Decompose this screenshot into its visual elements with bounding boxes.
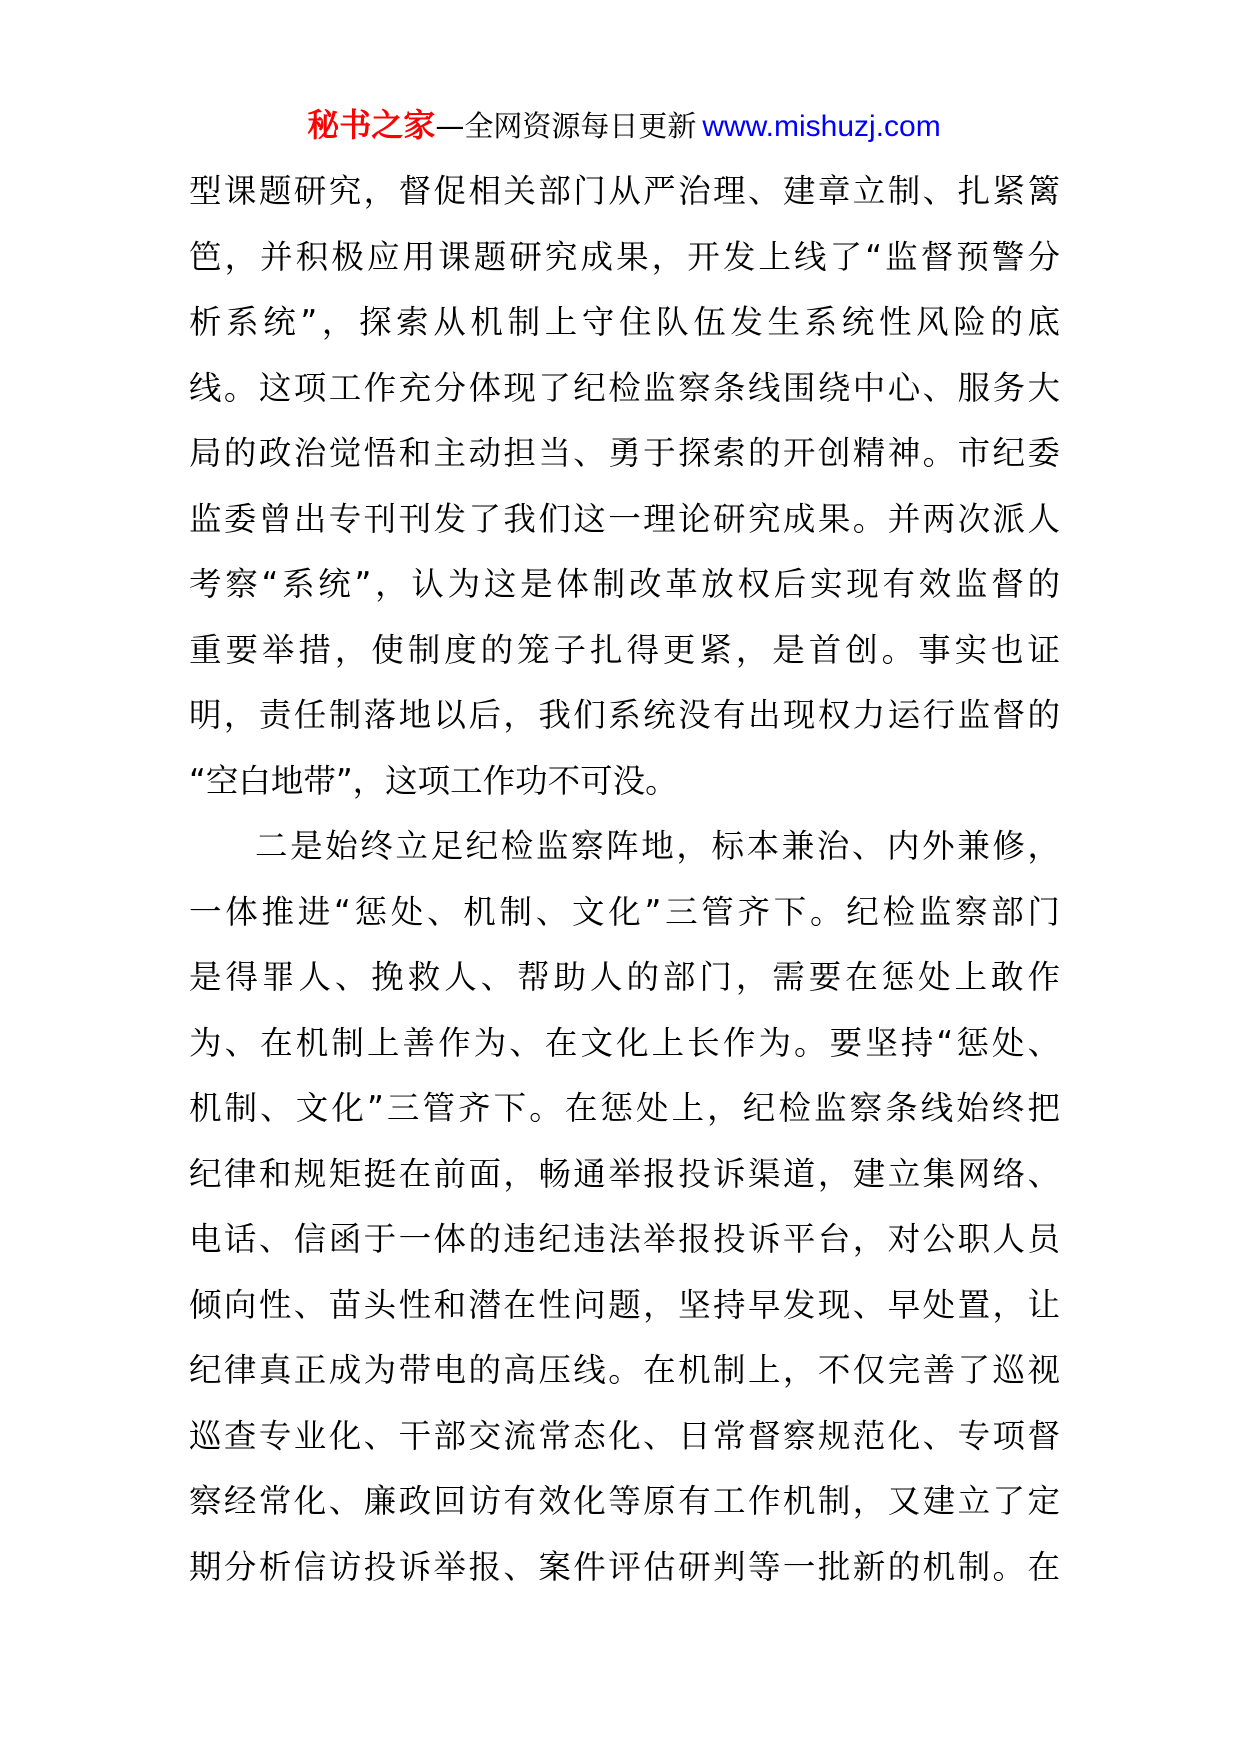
text-line: 电话、信函于一体的违纪违法举报投诉平台，对公职人员 xyxy=(189,1220,1060,1258)
text-line: 监委曾出专刊刊发了我们这一理论研究成果。并两次派人 xyxy=(189,499,1060,538)
text-line: 型课题研究，督促相关部门从严治理、建章立制、扎紧篱 xyxy=(189,172,1060,210)
text-line: 考察“系统”，认为这是体制改革放权后实现有效监督的 xyxy=(189,565,1060,603)
text-line: “空白地带”，这项工作功不可没。 xyxy=(189,761,678,800)
text-line: 重要举措，使制度的笼子扎得更紧，是首创。事实也证 xyxy=(189,630,1060,669)
text-line: 一体推进“惩处、机制、文化”三管齐下。纪检监察部门 xyxy=(189,892,1060,931)
text-line: 察经常化、廉政回访有效化等原有工作机制，又建立了定 xyxy=(189,1482,1060,1520)
text-line: 是得罪人、挽救人、帮助人的部门，需要在惩处上敢作 xyxy=(189,958,1060,996)
paragraph-continued xyxy=(189,159,1060,814)
document-body xyxy=(189,159,1060,1600)
text-line: 析系统”，探索从机制上守住队伍发生系统性风险的底 xyxy=(189,303,1060,341)
site-url: www.mishuzj.com xyxy=(702,110,941,143)
text-line: 期分析信访投诉举报、案件评估研判等一批新的机制。在 xyxy=(189,1547,1060,1586)
text-line: 纪律和规矩挺在前面，畅通举报投诉渠道，建立集网络、 xyxy=(189,1154,1060,1193)
text-line: 为、在机制上善作为、在文化上长作为。要坚持“惩处、 xyxy=(189,1023,1060,1062)
text-line: 明，责任制落地以后，我们系统没有出现权力运行监督的 xyxy=(189,696,1060,734)
text-line: 巡查专业化、干部交流常态化、日常督察规范化、专项督 xyxy=(189,1416,1060,1455)
paragraph-two xyxy=(189,814,1060,1600)
text-line: 线。这项工作充分体现了纪检监察条线围绕中心、服务大 xyxy=(189,368,1060,407)
text-line: 倾向性、苗头性和潜在性问题，坚持早发现、早处置，让 xyxy=(189,1285,1060,1324)
text-line: 机制、文化”三管齐下。在惩处上，纪检监察条线始终把 xyxy=(189,1089,1060,1127)
text-line: 局的政治觉悟和主动担当、勇于探索的开创精神。市纪委 xyxy=(189,434,1060,472)
site-tagline: —全网资源每日更新 xyxy=(435,109,697,143)
text-line: 二是始终立足纪检监察阵地，标本兼治、内外兼修， xyxy=(255,827,1060,865)
text-line: 纪律真正成为带电的高压线。在机制上，不仅完善了巡视 xyxy=(189,1351,1060,1389)
site-brand: 秘书之家 xyxy=(307,106,436,144)
text-line: 笆，并积极应用课题研究成果，开发上线了“监督预警分 xyxy=(189,237,1060,276)
site-header xyxy=(0,103,1240,149)
